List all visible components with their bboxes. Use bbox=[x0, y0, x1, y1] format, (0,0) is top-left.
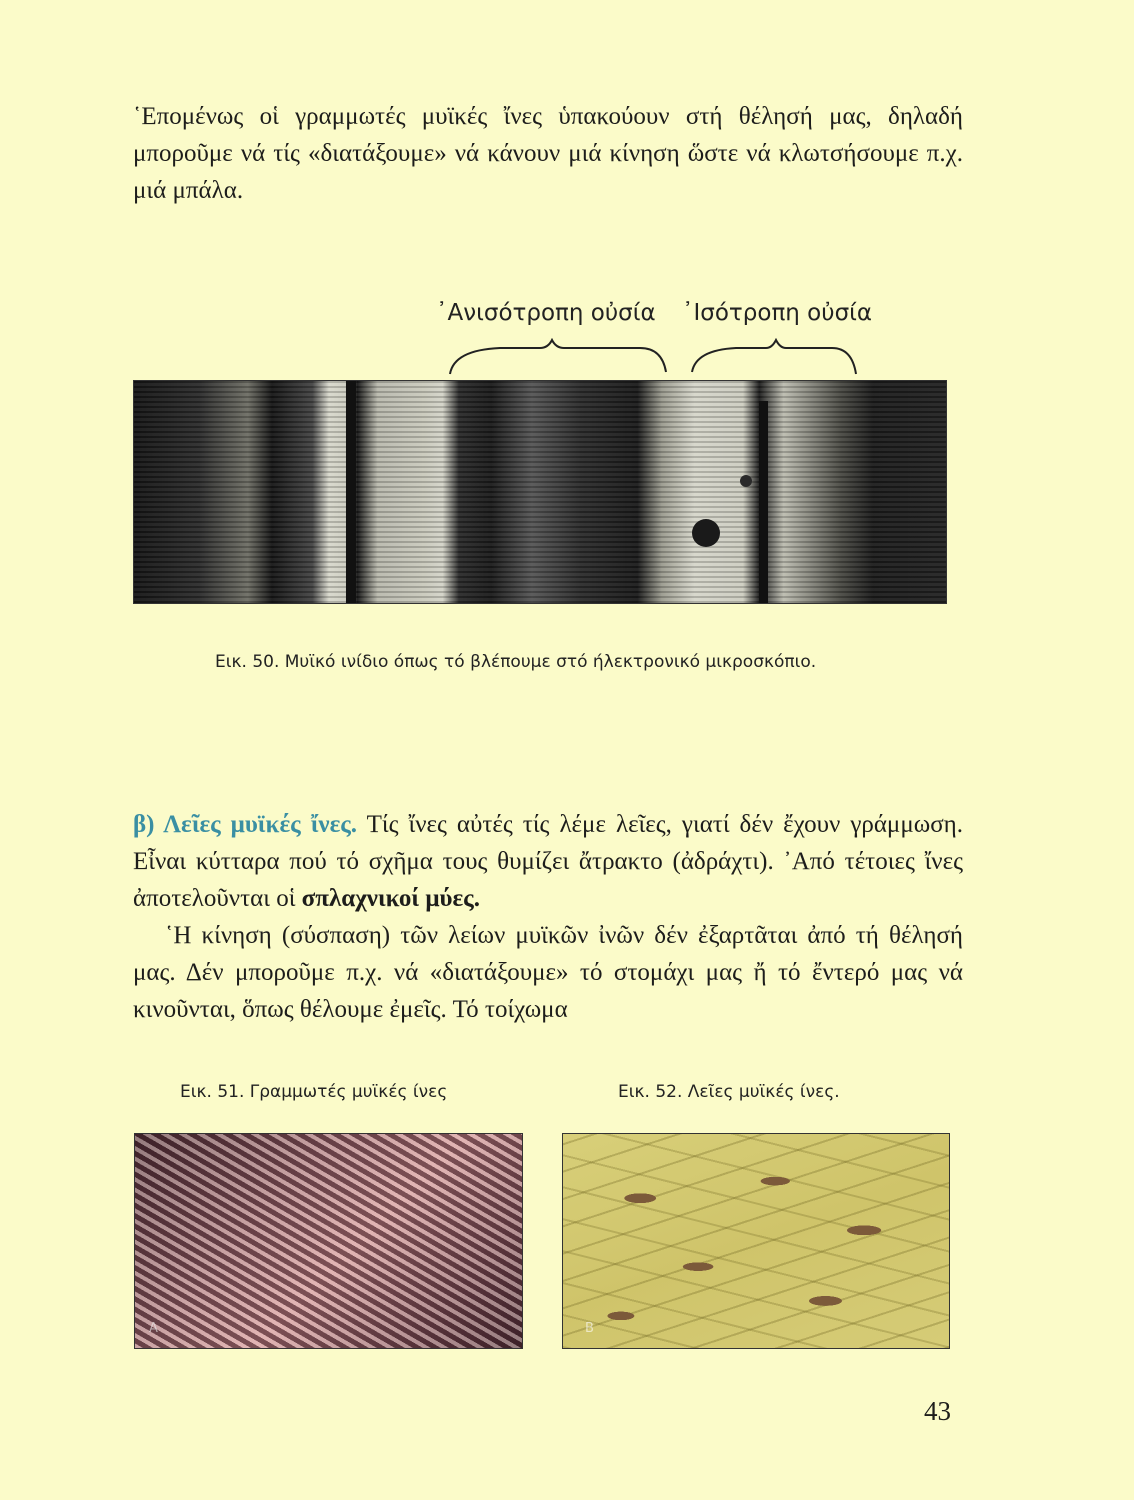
figure-51-caption: Εικ. 51. Γραμμωτές μυϊκές ίνες bbox=[180, 1082, 448, 1102]
z-line-left bbox=[346, 381, 356, 603]
brace-markers bbox=[440, 338, 870, 378]
organelle-dot bbox=[692, 519, 720, 547]
paragraph-striated-fibers: ῾Επομένως οἱ γραμμωτές μυϊκές ἴνες ὑπακούουν στή θέλησή μας, δηλαδή μποροῦμε νά τίς «διατάξουμε» νά κάνουν μιά κίνηση ὥστε νά κλωτσήσουμε π.χ. μιά μπάλα. bbox=[133, 103, 963, 204]
section-smooth-muscle bbox=[133, 806, 963, 1028]
section-heading: β) Λεῖες μυϊκές ἴνες. bbox=[133, 811, 358, 838]
figure-50-caption: Εικ. 50. Μυϊκό ινίδιο όπως τό βλέπουμε στό ήλεκτρονικό μικροσκόπιο. bbox=[215, 652, 817, 672]
photo-corner-letter-a: A bbox=[149, 1321, 158, 1336]
organelle-dot-small bbox=[740, 475, 752, 487]
section-text-1: Τίς ἴνες αὐτές τίς λέμε λεῖες, γιατί δέν ἔχουν γράμμωση. Εἶναι κύτταρα πού τό σχῆμα τους θυμίζει ἄτρακτο (ἀδράχτι). ᾿Από τέτοιες ἴνες ἀποτελοῦνται οἱ bbox=[133, 811, 963, 912]
brace-anisotropic bbox=[450, 340, 666, 374]
page-number: 43 bbox=[924, 1396, 951, 1426]
figure-52-caption: Εικ. 52. Λεῖες μυϊκές ίνες. bbox=[618, 1082, 840, 1102]
z-line-right bbox=[759, 401, 768, 603]
label-anisotropic-substance: ᾿Ανισότροπη οὐσία bbox=[436, 300, 656, 326]
brace-isotropic bbox=[692, 340, 856, 374]
photo-smooth-muscle-fibers bbox=[562, 1133, 950, 1349]
photo-corner-letter-b: B bbox=[585, 1321, 594, 1336]
photo-striated-muscle-fibers bbox=[134, 1133, 523, 1349]
label-isotropic-substance: ᾿Ισότροπη οὐσία bbox=[682, 300, 873, 326]
electron-micrograph-myofibril bbox=[133, 380, 947, 604]
bold-term-visceral-muscles: σπλαχνικοί μύες. bbox=[301, 885, 480, 912]
section-text-2: ῾Η κίνηση (σύσπαση) τῶν λείων μυϊκῶν ἰνῶν δέν ἐξαρτᾶται ἀπό τή θέλησή μας. Δέν μποροῦμε π.χ. νά «διατάξουμε» τό στομάχι μας ἤ τό ἔντερό μας νά κινοῦνται, ὅπως θέλουμε ἐμεῖς. Τό τοίχωμα bbox=[133, 922, 963, 1023]
